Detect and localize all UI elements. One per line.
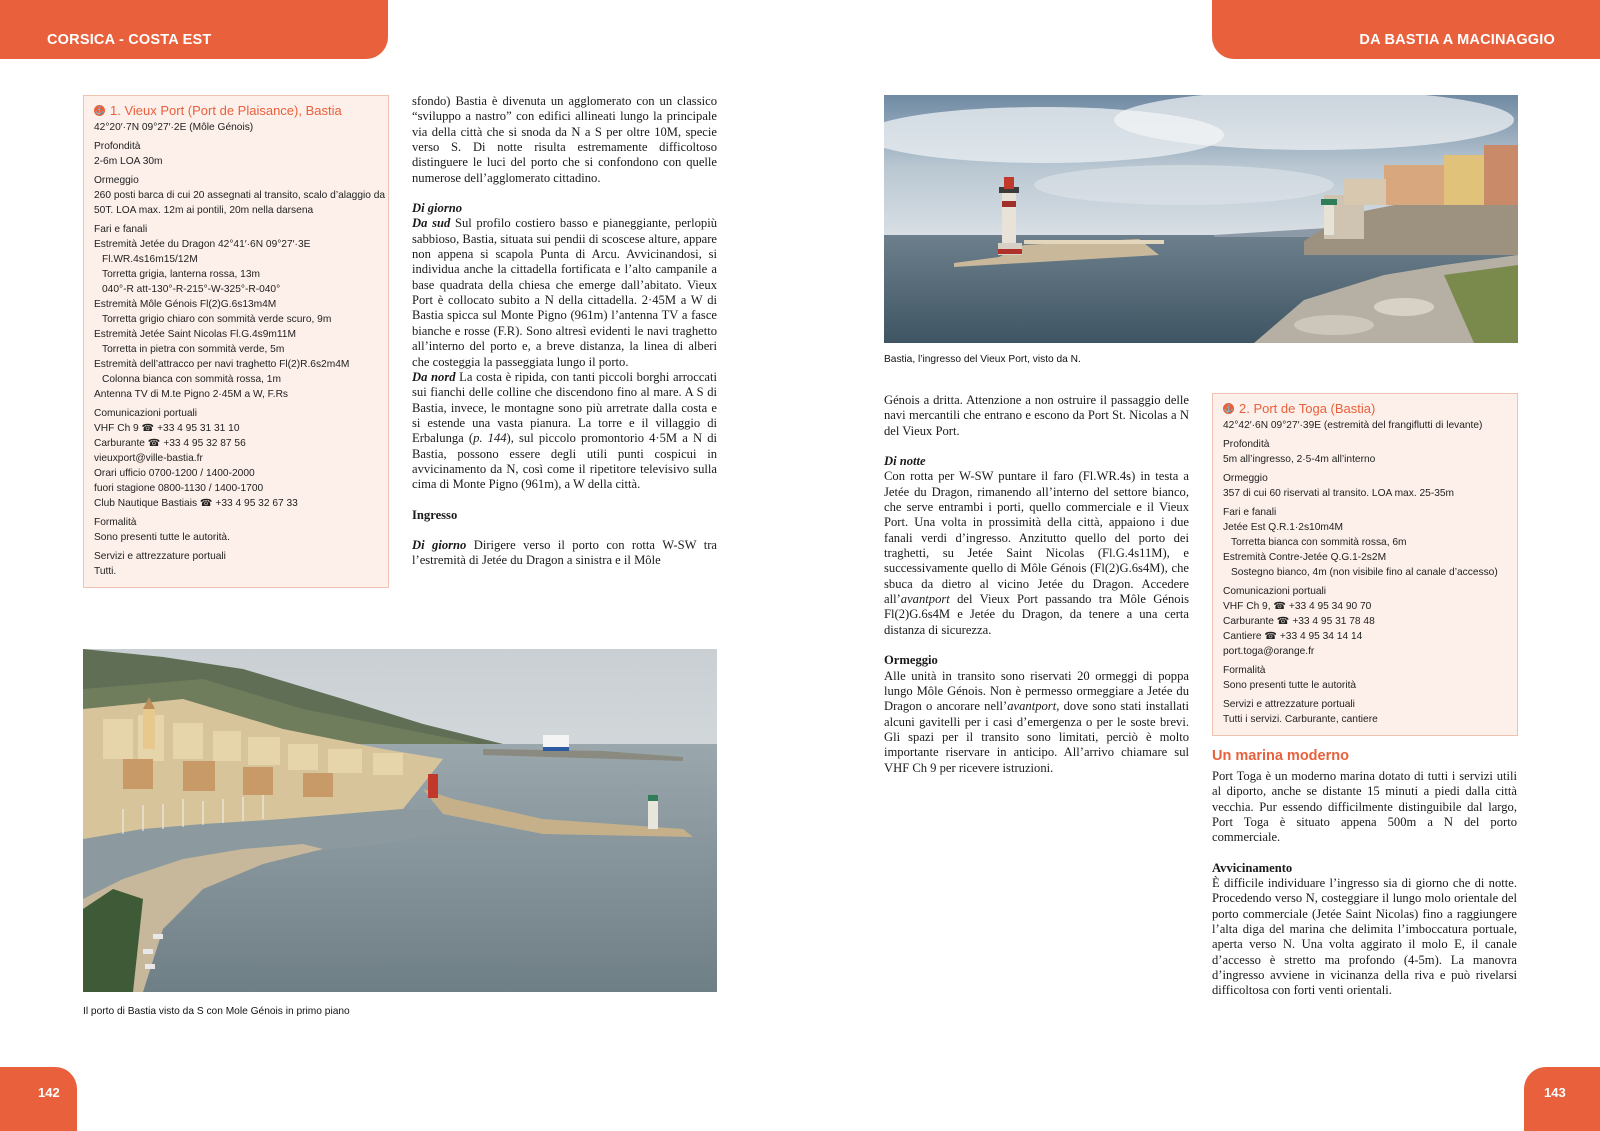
box-section-line: 040°-R att-130°-R-215°-W-325°-R-040°: [102, 284, 281, 295]
box-section-label: Fari e fanali: [94, 224, 148, 235]
harbour-info-box-vieux-port: [83, 95, 389, 588]
header-tab-left: [0, 0, 388, 59]
box-section-line: 357 di cui 60 riservati al transito. LOA max. 25-35m: [1223, 488, 1455, 499]
box-section-line: Cantiere ☎ +33 4 95 34 14 14: [1223, 631, 1363, 642]
box-section-line: Carburante ☎ +33 4 95 32 87 56: [94, 438, 246, 449]
text-column-left-page: [412, 94, 717, 569]
box-section-line: Torretta grigia, lanterna rossa, 13m: [102, 269, 260, 280]
box-section-label: Ormeggio: [1223, 473, 1268, 484]
page-number-right: 143: [1524, 1067, 1600, 1131]
paragraph: Da sud Sul profilo costiero basso e pianeggiante, perlopiù sabbioso, Bastia, situata sui pendii di scoscese alture, appare non appena si scapola Punta di Arcu. Avvicinandosi, si individua anche la cittadella fortificata e l’alto campanile a base quadrata della chiesa che emerge dall’abitato. Vieux Port è collocato subito a N della cittadella. 2·45M a W di Bastia spicca sul Monte Pigno (961m) l’antenna TV a fasce bianche e rosse (F.R). Sono altresì evidenti le navi traghetto all’interno del porto e, a breve distanza, la linea di alberi che costeggia la passeggiata lungo il porto.: [412, 216, 717, 369]
box-sections: [1223, 437, 1507, 727]
paragraph: È difficile individuare l’ingresso sia di giorno che di notte. Procedendo verso N, costeggiare il lungo molo orientale del porto commerciale (Jetée Saint Nicolas) fino a raggiungere l’alta diga del marina che delimita l’imboccatura portuale, aperta verso N. Una volta aggirato il molo E, il canale d’accesso è stretto ma profondo (4-5m). La manovra d’ingresso avviene in vicinanza della riva e può rivelarsi difficoltosa con forti venti orientali.: [1212, 876, 1517, 998]
paragraph: sfondo) Bastia è divenuta un agglomerato con un classico “sviluppo a nastro” con edifici allineati lungo la principale via della città che si snoda da N a S per oltre 10M, specie verso S. Di notte risulta estremamente difficoltoso distinguere le luci del porto che si confondono con quelle numerose dell’agglomerato cittadino.: [412, 94, 717, 185]
text-column-right-page: [884, 393, 1189, 776]
box-section-line: Club Nautique Bastiais ☎ +33 4 95 32 67 33: [94, 498, 298, 509]
box-section-line: Estremità Môle Génois Fl(2)G.6s13m4M: [94, 299, 277, 310]
box-section-line: Torretta bianca con sommità rossa, 6m: [1231, 537, 1407, 548]
box-section-line: Estremità Contre-Jetée Q.G.1-2s2M: [1223, 552, 1387, 563]
box-section-line: fuori stagione 0800-1130 / 1400-1700: [94, 483, 264, 494]
box-section-line: 260 posti barca di cui 20 assegnati al transito, scalo d’alaggio da: [94, 190, 386, 201]
subheading-ormeggio: Ormeggio: [884, 653, 938, 668]
box-section-line: Estremità Jetée Saint Nicolas Fl.G.4s9m11M: [94, 329, 296, 340]
box-section-label: Comunicazioni portuali: [1223, 586, 1327, 597]
paragraph: Da nord La costa è ripida, con tanti piccoli borghi arroccati sui fianchi delle colline che discendono fino al mare. A S di Bastia, invece, le montagne sono più arretrate dalla costa e si estende una vasta pianura. La torre e il villaggio di Erbalunga (p. 144), sul piccolo promontorio 4·5M a N di Bastia, possono essere degli utili punti cospicui in avvicinamento da N, così come il ripetitore televisivo sulla cima di Monte Pigno (961m), a W della città.: [412, 369, 718, 492]
box-section-line: Fl.WR.4s16m15/12M: [102, 254, 198, 265]
anchor-icon: ⚓: [94, 106, 105, 115]
page-number-left: 142: [0, 1067, 77, 1131]
box-coordinates: 42°20′·7N 09°27′·2E (Môle Génois): [94, 122, 254, 133]
box-section-line: VHF Ch 9, ☎ +33 4 95 34 90 70: [1223, 601, 1372, 612]
box-section-line: Tutti i servizi. Carburante, cantiere: [1223, 714, 1378, 725]
subheading-di-notte: Di notte: [884, 454, 926, 469]
box-section-line: Sono presenti tutte le autorità.: [94, 532, 230, 543]
box-title: ⚓ 2. Port de Toga (Bastia): [1223, 401, 1376, 416]
box-section-line: Sostegno bianco, 4m (non visibile fino al canale d’accesso): [1231, 567, 1498, 578]
box-section-line: Jetée Est Q.R.1·2s10m4M: [1223, 522, 1344, 533]
box-section-label: Profondità: [94, 141, 141, 152]
photo-vieux-port-entrance: [884, 95, 1518, 343]
photo-caption: Bastia, l’ingresso del Vieux Port, visto da N.: [884, 354, 1081, 365]
box-section-line: Tutti.: [94, 566, 117, 577]
photo-bastia-harbour: [83, 649, 717, 992]
box-section-label: Fari e fanali: [1223, 507, 1277, 518]
box-title: ⚓ 1. Vieux Port (Port de Plaisance), Bastia: [94, 103, 342, 118]
lighthouse-photo-illustration: [884, 95, 1518, 343]
box-coordinates: 42°42′·6N 09°27′·39E (estremità del frangiflutti di levante): [1223, 420, 1483, 431]
box-section-line: Colonna bianca con sommità rossa, 1m: [102, 374, 281, 385]
box-section-line: 50T. LOA max. 12m ai pontili, 20m nella darsena: [94, 205, 314, 216]
subheading-avvicinamento: Avvicinamento: [1212, 860, 1293, 875]
section-title: CORSICA - COSTA EST: [47, 32, 212, 48]
harbour-info-box-port-de-toga: [1212, 393, 1518, 736]
paragraph: Con rotta per W-SW puntare il faro (Fl.WR.4s) in testa a Jetée du Dragon, rimanendo all’interno del settore bianco, che serve entrambi i porti, quello commerciale e il Vieux Port. Una volta in prossimità della città, appaiono i due fanali verdi d’ingresso. Anzitutto quello del porto dei traghetti, su Jetée Saint Nicolas (Fl.G.4s11M), e successivamente quello di Môle Génois (Fl(2)G.6s4M), che sbuca da dietro al vicino Jetée du Dragon. Accedere all’avantport del Vieux Port passando tra Môle Génois Fl(2)G.6s4M e Jetée du Dragon, da tenere a una certa distanza di sicurezza.: [884, 469, 1189, 637]
box-section-label: Ormeggio: [94, 175, 139, 186]
box-section-label: Comunicazioni portuali: [94, 408, 198, 419]
box-section-line: Estremità dell’attracco per navi traghetto Fl(2)R.6s2m4M: [94, 359, 350, 370]
paragraph: Port Toga è un moderno marina dotato di tutti i servizi utili al diporto, anche se distante 15 minuti a piedi dalla città vecchia. Pur essendo difficilmente distinguibile dal largo, Port Toga è situato appena 500m a N del porto commerciale.: [1212, 769, 1517, 845]
box-section-line: Carburante ☎ +33 4 95 31 78 48: [1223, 616, 1375, 627]
box-section-line: Antenna TV di M.te Pigno 2·45M a W, F.Rs: [94, 389, 289, 400]
box-sections: [94, 139, 386, 579]
section-heading-marina: Un marina moderno: [1212, 748, 1349, 764]
box-section-line: 2-6m LOA 30m: [94, 156, 163, 167]
paragraph: Alle unità in transito sono riservati 20 ormeggi di poppa lungo Môle Génois. Non è permesso ormeggiare a Jetée du Dragon o ancorare nell’avantport, dove sono stati installati alcuni gavitelli per i casi d’emergenza o per le soste brevi. Gli spazi per il transito sono limitati, perciò è molto importante riservare in anticipo. All’arrivo chiamare sul VHF Ch 9 per ricevere istruzioni.: [884, 668, 1189, 775]
paragraph: Di giorno Dirigere verso il porto con rotta W-SW tra l’estremità di Jetée du Dragon a sinistra e il Môle: [412, 537, 717, 568]
box-section-line: Estremità Jetée du Dragon 42°41′·6N 09°27′·3E: [94, 239, 311, 250]
text-column-far-right: [1212, 769, 1517, 999]
box-section-line[interactable]: vieuxport@ville-bastia.fr: [94, 453, 203, 464]
box-section-label: Formalità: [94, 517, 137, 528]
box-section-line: 5m all’ingresso, 2·5-4m all’interno: [1223, 454, 1376, 465]
harbour-photo-illustration: [83, 649, 717, 992]
box-section-line: Torretta grigio chiaro con sommità verde scuro, 9m: [102, 314, 332, 325]
box-section-line[interactable]: port.toga@orange.fr: [1223, 646, 1315, 657]
box-section-label: Profondità: [1223, 439, 1270, 450]
box-section-label: Servizi e attrezzature portuali: [94, 551, 226, 562]
anchor-icon: ⚓: [1223, 404, 1234, 413]
subheading-di-giorno: Di giorno: [412, 201, 463, 216]
box-section-line: VHF Ch 9 ☎ +33 4 95 31 31 10: [94, 423, 240, 434]
chapter-title: DA BASTIA A MACINAGGIO: [1359, 32, 1555, 48]
photo-caption: Il porto di Bastia visto da S con Mole Génois in primo piano: [83, 1006, 350, 1017]
box-section-label: Formalità: [1223, 665, 1266, 676]
box-section-line: Orari ufficio 0700-1200 / 1400-2000: [94, 468, 255, 479]
paragraph: Génois a dritta. Attenzione a non ostruire il passaggio delle navi mercantili che entrano e escono da Port St. Nicolas a N del Vieux Port.: [884, 393, 1189, 438]
box-section-line: Torretta in pietra con sommità verde, 5m: [102, 344, 285, 355]
box-section-label: Servizi e attrezzature portuali: [1223, 699, 1355, 710]
page-reference: p. 144: [473, 431, 507, 446]
box-section-line: Sono presenti tutte le autorità: [1223, 680, 1357, 691]
subheading-ingresso: Ingresso: [412, 507, 458, 522]
header-tab-right: [1212, 0, 1600, 59]
